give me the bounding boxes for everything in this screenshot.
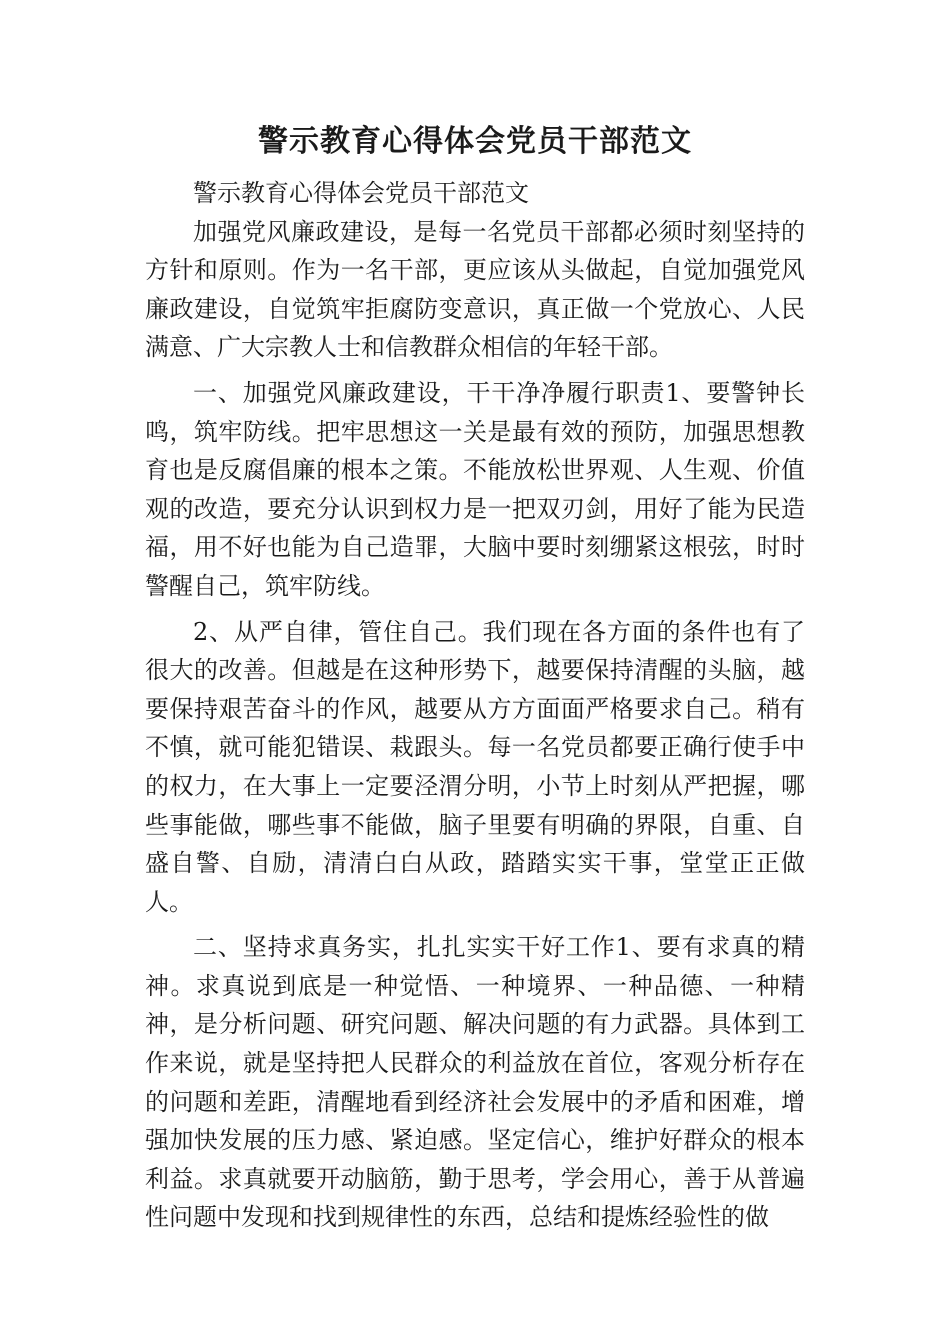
document-page (145, 118, 805, 1237)
paragraph-self-discipline: 2、从严自律，管住自己。我们现在各方面的条件也有了很大的改善。但越是在这种形势下，越要保持清醒的头脑，越要保持艰苦奋斗的作风，越要从方方面面严格要求自己。稍有不慎，就可能犯错误、栽跟头。每一名党员都要正确行使手中的权力，在大事上一定要泾渭分明，小节上时刻从严把握，哪些事能做，哪些事不能做，脑子里要有明确的界限，自重、自盛自警、自励，清清白白从政，踏踏实实干事，堂堂正正做人。 (145, 617, 805, 916)
paragraph-section-two: 二、坚持求真务实，扎扎实实干好工作1、要有求真的精神。求真说到底是一种觉悟、一种境界、一种品德、一种精神，是分析问题、研究问题、解决问题的有力武器。具体到工作来说，就是坚持把人民群众的利益放在首位，客观分析存在的问题和差距，清醒地看到经济社会发展中的矛盾和困难，增强加快发展的压力感、紧迫感。坚定信心，维护好群众的根本利益。求真就要开动脑筋，勤于思考，学会用心，善于从普遍性问题中发现和找到规律性的东西，总结和提炼经验性的做 (145, 933, 805, 1232)
paragraph-section-one: 一、加强党风廉政建设，干干净净履行职责1、要警钟长鸣，筑牢防线。把牢思想这一关是最有效的预防，加强思想教育也是反腐倡廉的根本之策。不能放松世界观、人生观、价值观的改造，要充分认识到权力是一把双刃剑，用好了能为民造福，用不好也能为自己造罪，大脑中要时刻绷紧这根弦，时时警醒自己，筑牢防线。 (145, 378, 805, 600)
paragraph-subtitle: 警示教育心得体会党员干部范文 (193, 179, 529, 207)
paragraph-intro: 加强党风廉政建设，是每一名党员干部都必须时刻坚持的方针和原则。作为一名干部，更应该从头做起，自觉加强党风廉政建设，自觉筑牢拒腐防变意识，真正做一个党放心、人民满意、广大宗教人士和信教群众相信的年轻干部。 (145, 217, 805, 362)
document-title: 警示教育心得体会党员干部范文 (258, 124, 692, 159)
